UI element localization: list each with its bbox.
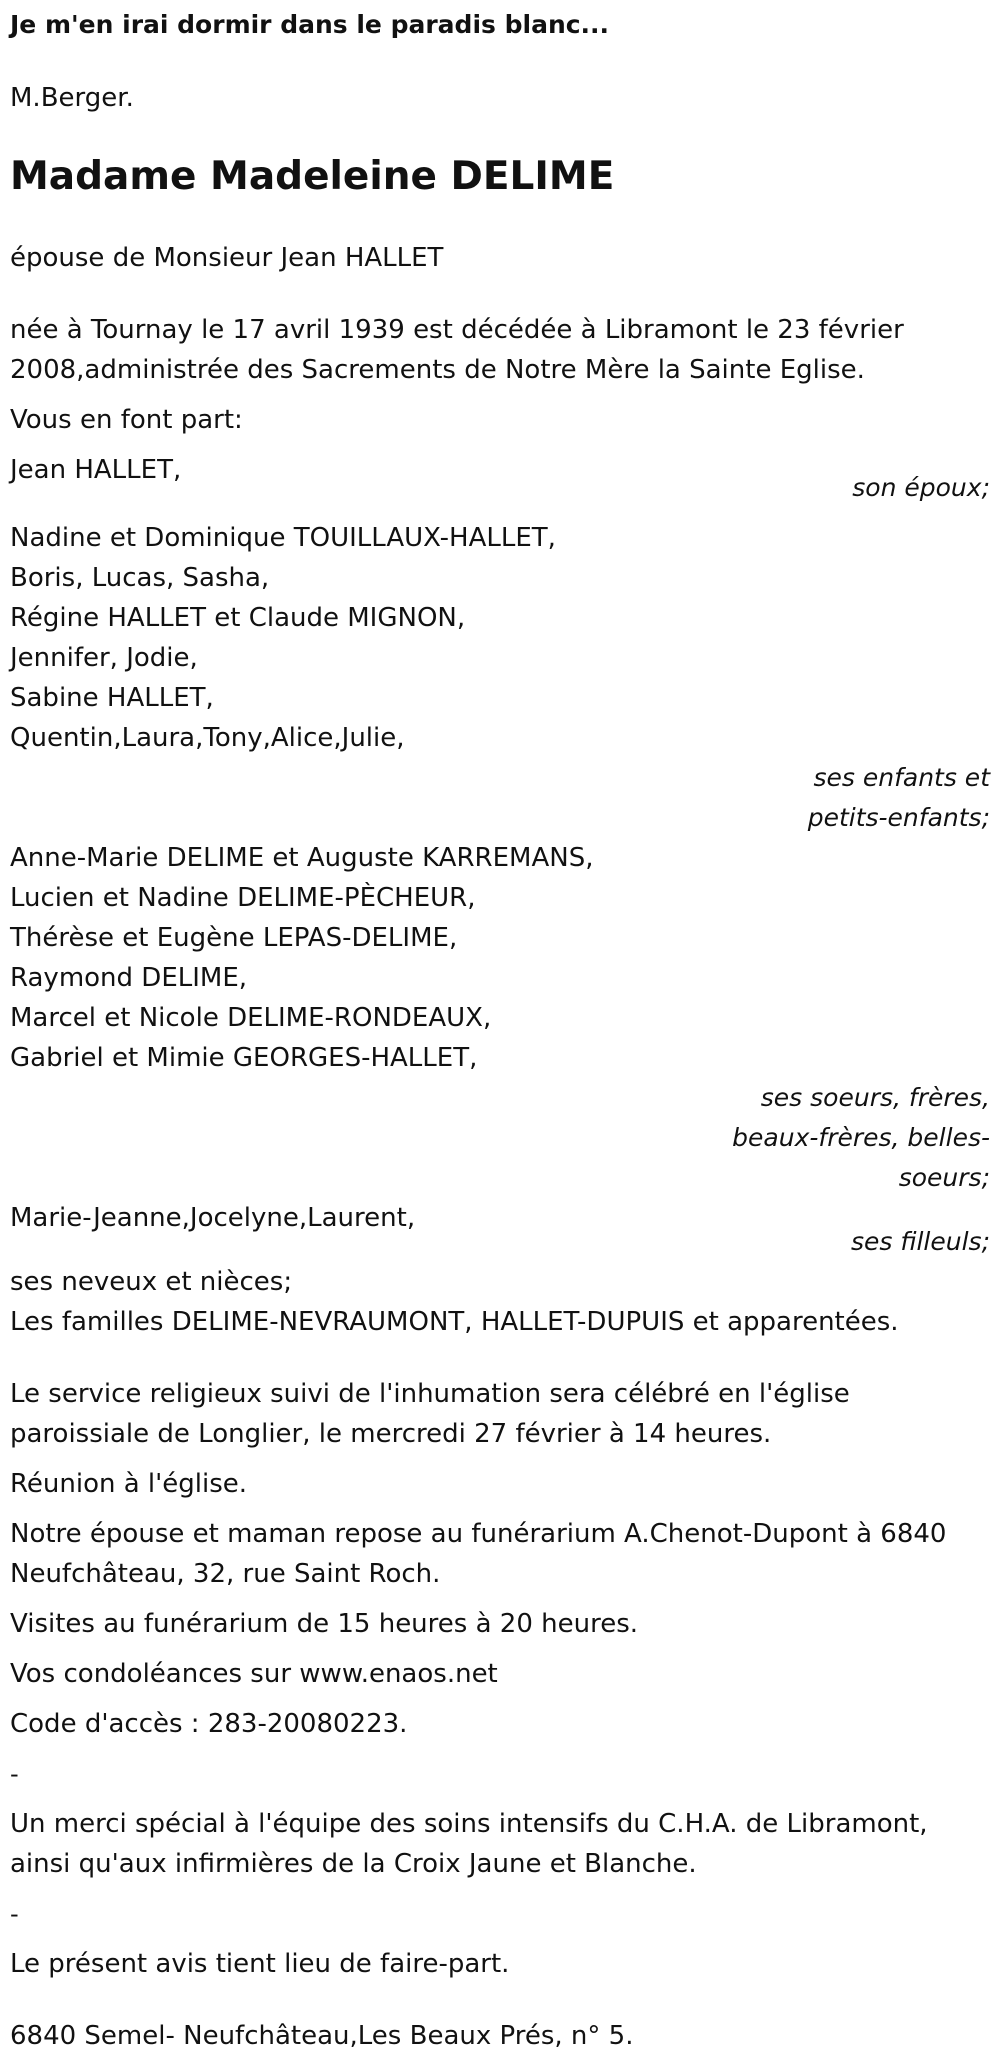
birth-death-line: née à Tournay le 17 avril 1939 est décédée à Libramont le 23 février xyxy=(10,315,904,345)
family-name-line: Lucien et Nadine DELIME-PÈCHEUR, xyxy=(10,883,476,913)
group-siblings xyxy=(10,838,990,1078)
role-line: ses soeurs, frères, xyxy=(760,1083,990,1112)
deceased-name: Madame Madeleine DELIME xyxy=(10,154,615,199)
family-name-line: Marcel et Nicole DELIME-RONDEAUX, xyxy=(10,1003,492,1033)
role-line: soeurs; xyxy=(898,1163,990,1192)
family-name-line: Régine HALLET et Claude MIGNON, xyxy=(10,603,466,633)
funerarium-line: Notre épouse et maman repose au funérarium A.Chenot-Dupont à 6840 xyxy=(10,1519,947,1549)
family-name-line: Gabriel et Mimie GEORGES-HALLET, xyxy=(10,1043,478,1073)
separator-dash: - xyxy=(10,1900,19,1928)
role-line: petits-enfants; xyxy=(807,803,990,832)
family-name-line: Sabine HALLET, xyxy=(10,683,214,713)
families-line: Les familles DELIME-NEVRAUMONT, HALLET-DUPUIS et apparentées. xyxy=(10,1307,899,1337)
visits-line: Visites au funérarium de 15 heures à 20 heures. xyxy=(10,1609,639,1639)
role-siblings xyxy=(10,1078,990,1198)
reunion-line: Réunion à l'église. xyxy=(10,1469,248,1499)
access-code-line: Code d'accès : 283-20080223. xyxy=(10,1709,408,1739)
role-line: ses filleuls; xyxy=(850,1227,990,1256)
family-name-line: Boris, Lucas, Sasha, xyxy=(10,563,270,593)
family-name-line: Marie-Jeanne,Jocelyne,Laurent, xyxy=(10,1203,416,1233)
family-name-line: Raymond DELIME, xyxy=(10,963,248,993)
epigraph-author: M.Berger. xyxy=(10,83,134,113)
funerarium-paragraph xyxy=(10,1514,990,1594)
family-name-line: Jean HALLET, xyxy=(10,455,182,485)
funerarium-line: Neufchâteau, 32, rue Saint Roch. xyxy=(10,1559,441,1589)
nephews-line: ses neveux et nièces; xyxy=(10,1267,293,1297)
thanks-paragraph xyxy=(10,1804,990,1884)
birth-death-line: 2008,administrée des Sacrements de Notre Mère la Sainte Eglise. xyxy=(10,355,865,385)
family-name-line: Thérèse et Eugène LEPAS-DELIME, xyxy=(10,923,458,953)
family-name-line: Jennifer, Jodie, xyxy=(10,643,198,673)
service-line: paroissiale de Longlier, le mercredi 27 février à 14 heures. xyxy=(10,1419,772,1449)
role-children xyxy=(10,758,990,838)
family-name-line: Anne-Marie DELIME et Auguste KARREMANS, xyxy=(10,843,594,873)
separator-dash: - xyxy=(10,1760,19,1788)
spouse-line: épouse de Monsieur Jean HALLET xyxy=(10,243,444,273)
role-line: beaux-frères, belles- xyxy=(732,1123,990,1152)
epigraph: Je m'en irai dormir dans le paradis blanc... xyxy=(10,10,610,39)
role-line: ses enfants et xyxy=(813,763,990,792)
family-name-line: Nadine et Dominique TOUILLAUX-HALLET, xyxy=(10,523,556,553)
birth-death-paragraph xyxy=(10,310,990,390)
thanks-line: ainsi qu'aux infirmières de la Croix Jaune et Blanche. xyxy=(10,1849,697,1879)
group-children xyxy=(10,518,990,758)
role-line: son époux; xyxy=(852,473,990,502)
notice-line: Le présent avis tient lieu de faire-part. xyxy=(10,1949,510,1979)
address-line: 6840 Semel- Neufchâteau,Les Beaux Prés, n° 5. xyxy=(10,2021,634,2051)
service-paragraph xyxy=(10,1374,990,1454)
announce-line: Vous en font part: xyxy=(10,405,243,435)
condolences-line: Vos condoléances sur www.enaos.net xyxy=(10,1659,498,1689)
service-line: Le service religieux suivi de l'inhumation sera célébré en l'église xyxy=(10,1379,850,1409)
family-name-line: Quentin,Laura,Tony,Alice,Julie, xyxy=(10,723,405,753)
thanks-line: Un merci spécial à l'équipe des soins intensifs du C.H.A. de Libramont, xyxy=(10,1809,928,1839)
